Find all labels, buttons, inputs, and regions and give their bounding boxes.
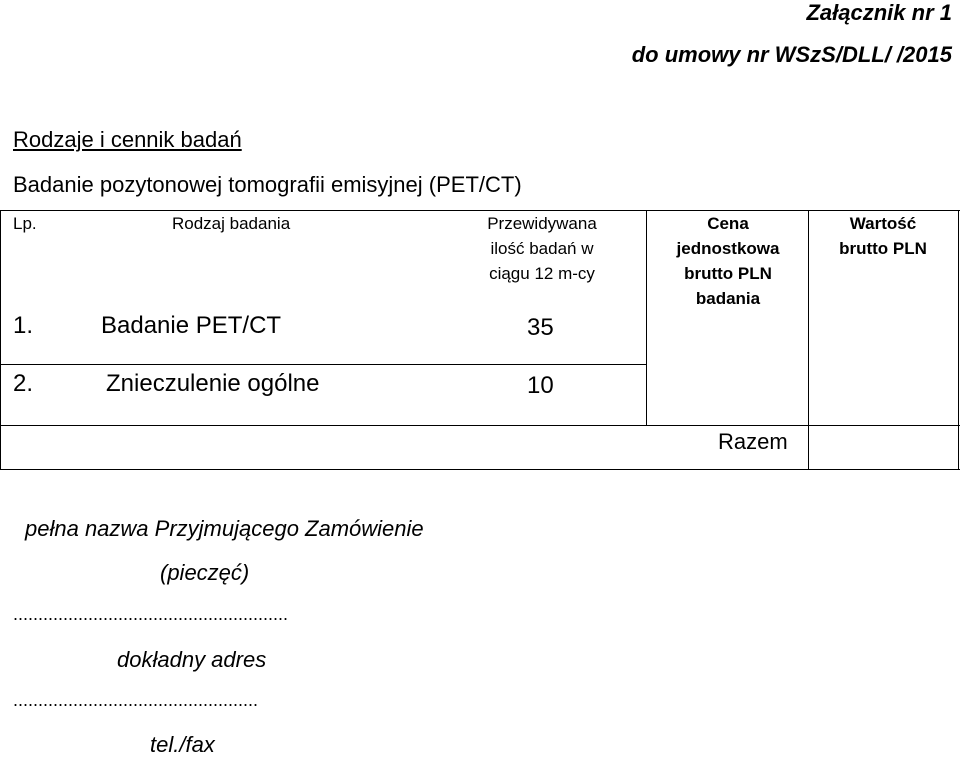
header-unit-price-line2: jednostkowa — [676, 239, 780, 258]
address-caption: dokładny adres — [117, 647, 267, 672]
row2-type: Znieczulenie ogólne — [106, 370, 320, 397]
header-value-line1: Wartość — [849, 214, 917, 233]
table-border-right — [958, 210, 959, 470]
section-subtitle: Badanie pozytonowej tomografii emisyjnej (PET/CT) — [13, 172, 522, 197]
table-border-bottom — [0, 469, 960, 470]
table-border-left — [0, 210, 1, 470]
row2-qty: 10 — [527, 372, 554, 399]
header-type: Rodzaj badania — [172, 214, 291, 233]
dotted-line-phone: ................................................. — [13, 690, 259, 710]
table-divider-qty-price — [646, 210, 647, 426]
section-title: Rodzaje i cennik badań — [13, 127, 242, 152]
table-row-divider-1 — [0, 364, 646, 365]
table-divider-price-value — [808, 210, 809, 470]
row1-lp: 1. — [13, 312, 34, 339]
table-row-divider-2 — [0, 425, 960, 426]
header-qty-line1: Przewidywana — [487, 214, 597, 233]
row1-qty: 35 — [527, 314, 554, 341]
header-unit-price-line3: brutto PLN — [684, 264, 772, 283]
annex-title: Załącznik nr 1 — [806, 0, 952, 25]
header-value — [812, 211, 954, 261]
header-unit-price-line1: Cena — [707, 214, 749, 233]
header-qty — [440, 211, 644, 286]
row1-type: Badanie PET/CT — [101, 312, 282, 339]
stamp-caption: (pieczęć) — [160, 560, 250, 585]
header-value-line2: brutto PLN — [839, 239, 927, 258]
header-unit-price-line4: badania — [695, 289, 761, 308]
row2-lp: 2. — [13, 370, 34, 397]
full-name-caption: pełna nazwa Przyjmującego Zamówienie — [25, 516, 424, 541]
header-unit-price — [650, 211, 806, 311]
header-qty-line3: ciągu 12 m-cy — [489, 264, 595, 283]
header-lp: Lp. — [13, 214, 37, 233]
header-qty-line2: ilość badań w — [490, 239, 594, 258]
contract-reference: do umowy nr WSzS/DLL/ /2015 — [631, 42, 952, 67]
phone-caption: tel./fax — [150, 732, 215, 757]
total-label: Razem — [718, 429, 788, 454]
dotted-line-address: ....................................................... — [13, 604, 289, 624]
